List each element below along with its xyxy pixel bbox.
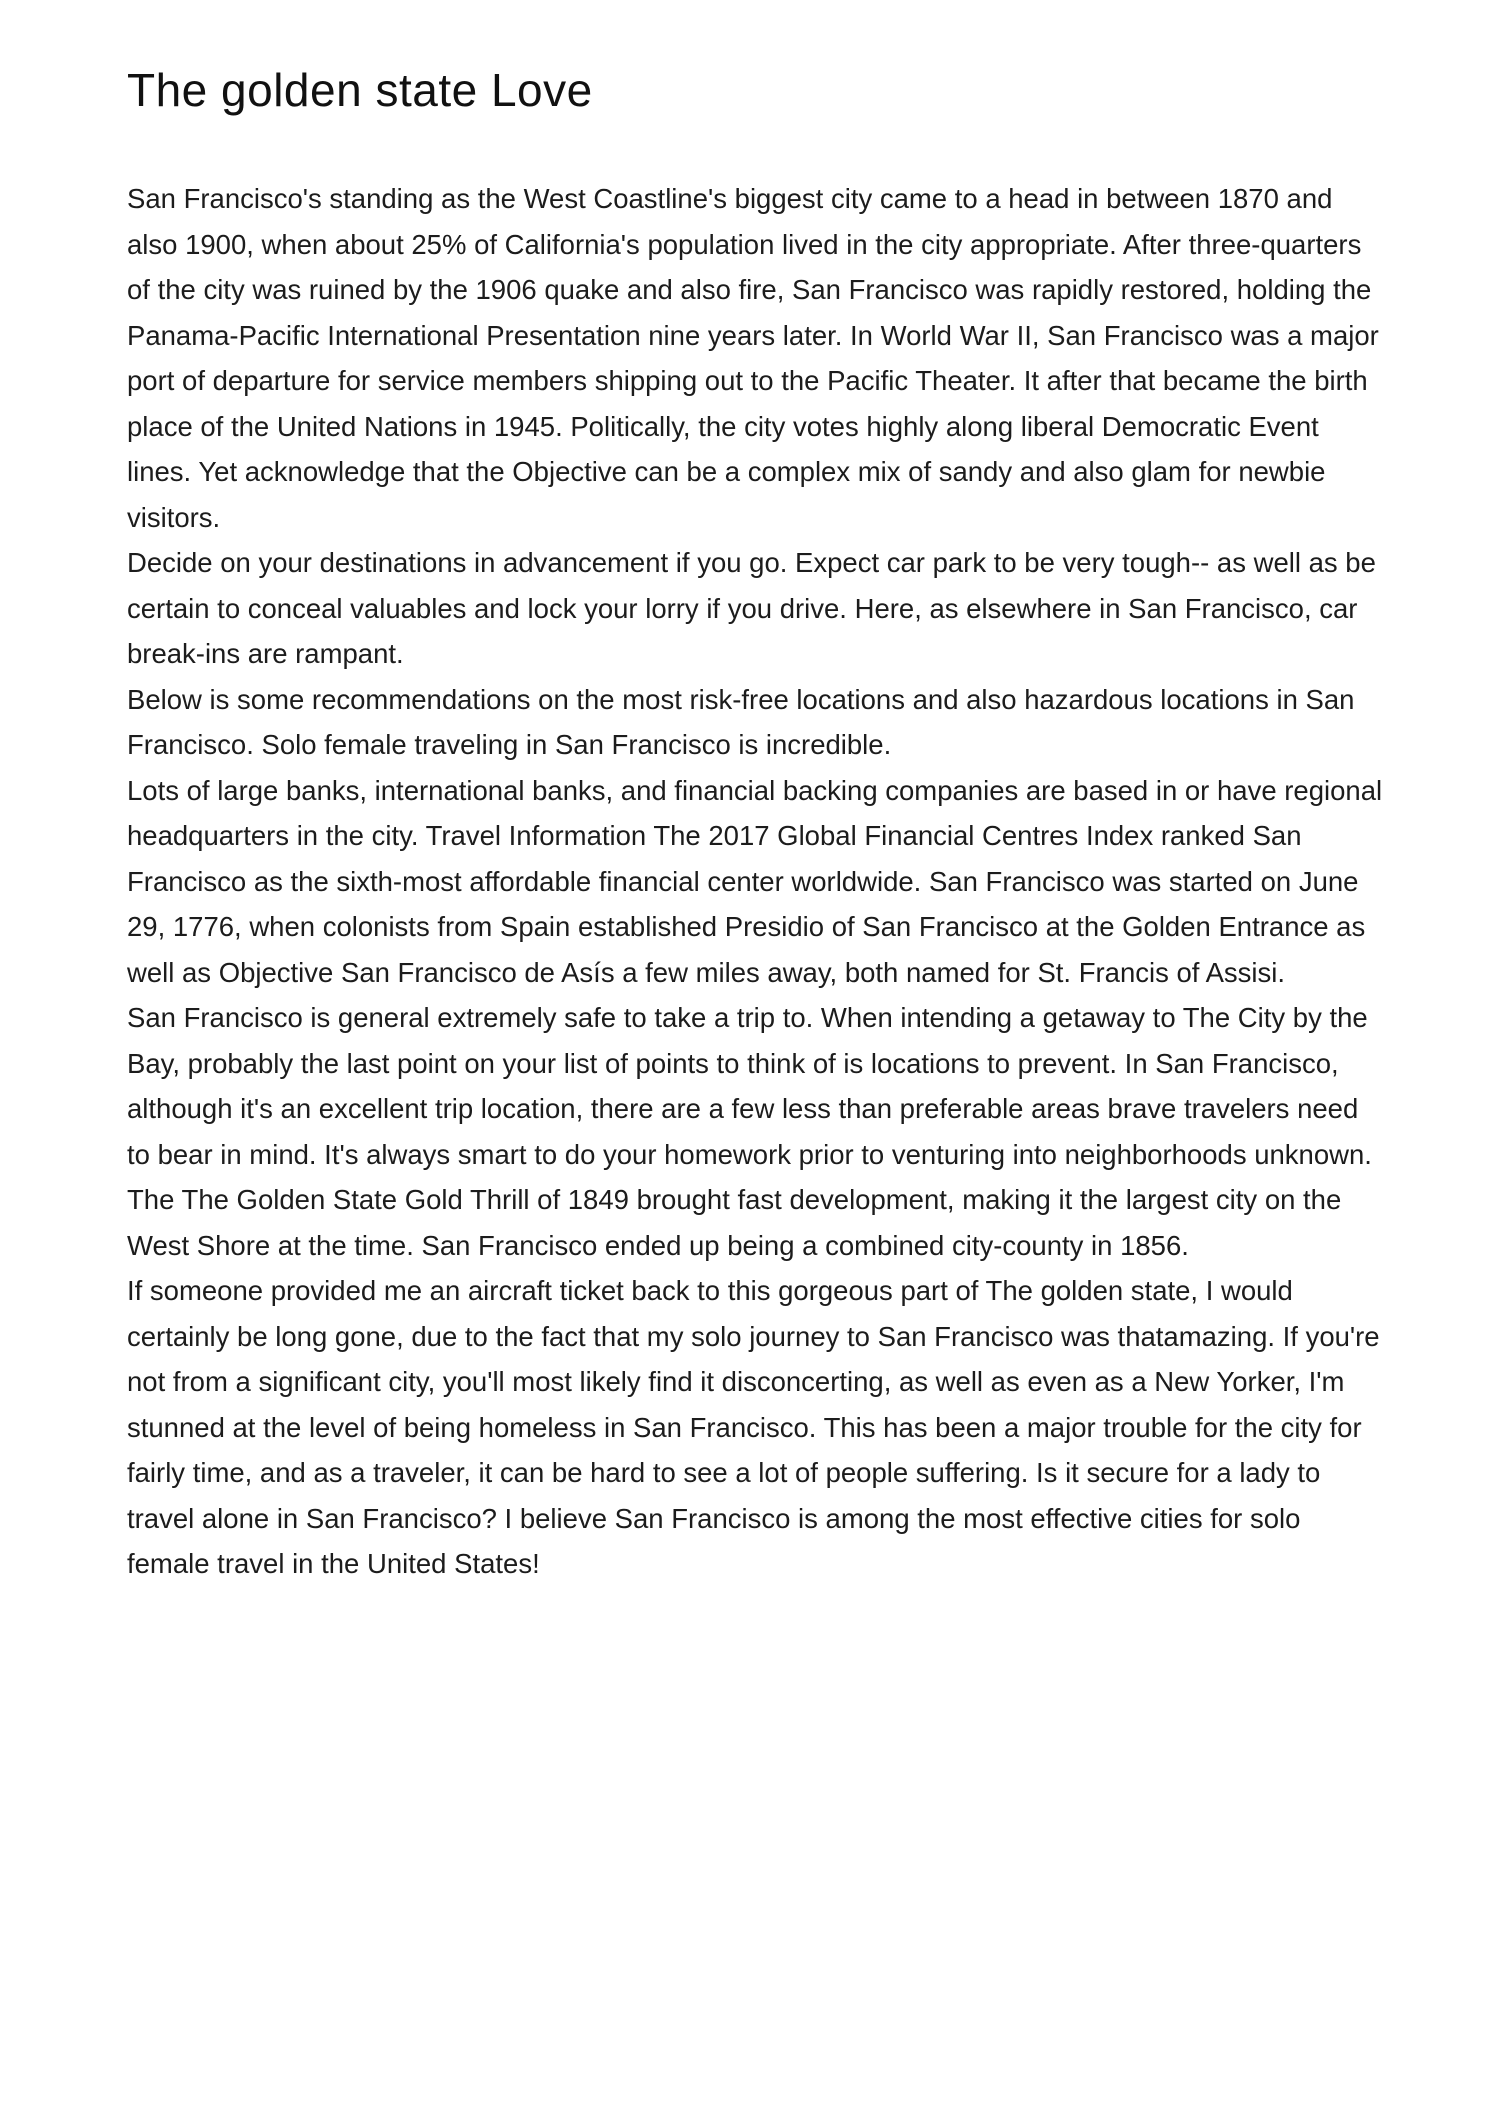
paragraph: San Francisco's standing as the West Coastline's biggest city came to a head in between 1870 and also 1900, when about 25% of California's population lived in the city appropriate. After three-quarters of the city was ruined by the 1906 quake and also fire, San Francisco was rapidly restored, holding the Panama-Pacific International Presentation nine years later. In World War II, San Francisco was a major port of departure for service members shipping out to the Pacific Theater. It after that became the birth place of the United Nations in 1945. Politically, the city votes highly along liberal Democratic Event lines. Yet acknowledge that the Objective can be a complex mix of sandy and also glam for newbie visitors. [127, 183, 1379, 533]
document-page [127, 62, 1387, 1587]
paragraph: Below is some recommendations on the most risk-free locations and also hazardous locations in San Francisco. Solo female traveling in San Francisco is incredible. [127, 683, 1355, 760]
paragraph: If someone provided me an aircraft ticket back to this gorgeous part of The golden state, I would certainly be long gone, due to the fact that my solo journey to San Francisco was thatamazing. If you're not from a significant city, you'll most likely find it disconcerting, as well as even as a New Yorker, I'm stunned at the level of being homeless in San Francisco. This has been a major trouble for the city for fairly time, and as a traveler, it can be hard to see a lot of people suffering. Is it secure for a lady to travel alone in San Francisco? I believe San Francisco is among the most effective cities for solo female travel in the United States! [127, 1275, 1380, 1579]
paragraph: The The Golden State Gold Thrill of 1849 brought fast development, making it the largest city on the West Shore at the time. San Francisco ended up being a combined city-county in 1856. [127, 1184, 1342, 1261]
paragraph: Lots of large banks, international banks, and financial backing companies are based in or have regional headquarters in the city. Travel Information The 2017 Global Financial Centres Index ranked San Francisco as the sixth-most affordable financial center worldwide. San Francisco was started on June 29, 1776, when colonists from Spain established Presidio of San Francisco at the Golden Entrance as well as Objective San Francisco de Asís a few miles away, both named for St. Francis of Assisi. [127, 774, 1383, 988]
paragraph: Decide on your destinations in advancement if you go. Expect car park to be very tough-- as well as be certain to conceal valuables and lock your lorry if you drive. Here, as elsewhere in San Francisco, car break-ins are rampant. [127, 547, 1376, 669]
document-title: The golden state Love [127, 64, 593, 116]
paragraph: San Francisco is general extremely safe to take a trip to. When intending a getaway to The City by the Bay, probably the last point on your list of points to think of is locations to prevent. In San Francisco, although it's an excellent trip location, there are a few less than preferable areas brave travelers need to bear in mind. It's always smart to do your homework prior to venturing into neighborhoods unknown. [127, 1002, 1372, 1170]
